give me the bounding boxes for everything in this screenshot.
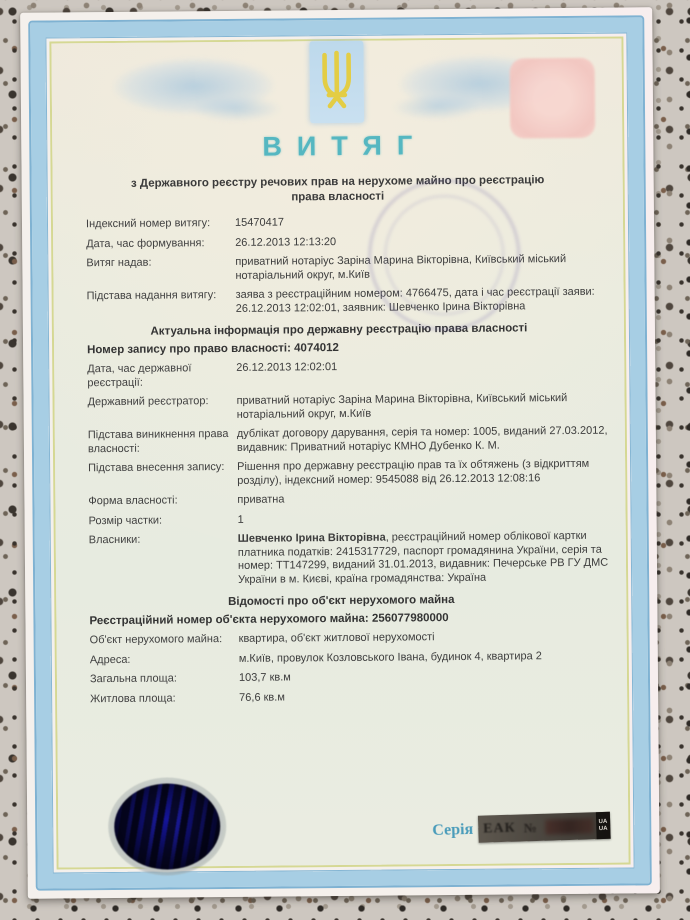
ownership-record-number: Номер запису про право власності: 4074012 [87, 342, 339, 357]
field-row [90, 649, 613, 667]
field-value: приватна [237, 493, 285, 506]
field-label: Підстава внесення запису: [88, 461, 225, 475]
series-code: ЕАК [483, 820, 517, 837]
series-number-redacted [545, 818, 593, 834]
field-row [87, 392, 610, 424]
field-label: Форма власності: [88, 494, 178, 508]
field-row [88, 491, 611, 509]
series-label: Серія [432, 820, 474, 839]
field-value: 15470417 [234, 216, 284, 229]
field-label: Адреса: [89, 653, 131, 666]
country-code: UA [598, 818, 608, 826]
field-row [90, 669, 613, 687]
ukraine-trident-icon [316, 50, 357, 114]
field-label: Розмір частки: [88, 514, 163, 527]
owner-name: Шевченко Ірина Вікторівна [237, 531, 386, 545]
field-label: Витяг надав: [86, 256, 152, 270]
country-code-block [596, 812, 611, 839]
field-value: приватний нотаріус Заріна Марина Вікторівна, Київський міський нотаріальний округ, м.Київ [235, 253, 567, 282]
field-row [86, 253, 609, 285]
owner-details: , реєстраційний номер облікової картки платника податків: 2415317729, паспорт громадянина України, серія та номер: ТТ147299, виданий 31.01.2013, видавник: Печерське РВ ГУ ДМС України в м. Києві, країна громадянства: Україна [237, 529, 609, 586]
field-value: 26.12.2013 12:02:01 [236, 361, 338, 374]
field-row [86, 214, 609, 232]
object-record-number: Реєстраційний номер об'єкта нерухомого майна: 256077980000 [89, 612, 449, 628]
field-label: Підстава виникнення права власності: [87, 427, 229, 455]
certificate-paper [20, 7, 660, 898]
field-label: Дата, час формування: [86, 236, 205, 250]
field-row [87, 286, 610, 318]
field-value: заява з реєстраційним номером: 4766475, дата і час реєстрації заяви: 26.12.2013 12:02:01, заявник: Шевченко Ірина Вікторівна [235, 285, 595, 315]
document-title: ВИТЯГ [262, 130, 428, 162]
field-row [90, 688, 613, 706]
notary-stamp-watermark [368, 178, 521, 331]
field-value: 26.12.2013 12:13:20 [235, 235, 337, 249]
section-heading-registration: Актуальна інформація про державну реєстрацію права власності [150, 322, 528, 338]
field-label: Об'єкт нерухомого майна: [89, 633, 223, 647]
field-row [90, 630, 613, 648]
object-fields [57, 630, 628, 707]
field-row [88, 458, 611, 490]
field-value: дублікат договору дарування, серія та номер: 1005, виданий 27.03.2012, видавник: Приватний нотаріус КМНО Дубенко К. М. [236, 424, 608, 454]
certificate-content [51, 39, 628, 868]
field-value: квартира, об'єкт житлової нерухомості [238, 631, 435, 645]
security-sticker [510, 58, 596, 139]
field-label: Власники: [88, 533, 141, 547]
field-value: Рішення про державну реєстрацію прав та їх обтяжень (з відкриттям розділу), індексний номер: 9545088 від 26.12.2013 12:08:16 [237, 457, 590, 487]
field-label: Підстава надання витягу: [86, 289, 217, 303]
field-value: приватний нотаріус Заріна Марина Вікторівна, Київський міський нотаріальний округ, м.Київ [236, 392, 568, 421]
field-value: м.Київ, провулок Козловського Івана, будинок 4, квартира 2 [238, 649, 542, 665]
coat-of-arms [309, 41, 364, 123]
country-code: UA [598, 825, 608, 833]
field-label: Індексний номер витягу: [85, 217, 211, 231]
field-value: 1 [237, 513, 244, 526]
field-value-owners [238, 530, 612, 587]
field-row [88, 425, 611, 457]
field-label: Загальна площа: [89, 672, 177, 686]
number-sign: № [523, 819, 538, 835]
intro-fields [53, 214, 624, 318]
field-label: Державний реєстратор: [87, 395, 209, 409]
holographic-seal [114, 783, 221, 870]
series-strip [478, 812, 611, 843]
registration-fields [54, 359, 626, 589]
field-label: Дата, час державної реєстрації: [87, 362, 192, 389]
field-label: Житлова площа: [90, 691, 176, 705]
series-row [432, 812, 611, 844]
field-row-owners [89, 530, 612, 589]
field-row [86, 233, 609, 251]
document-subtitle: з Державного реєстру речових прав на нерухоме майно про реєстрацію права власності [130, 174, 545, 203]
field-value: 103,7 кв.м [238, 671, 291, 684]
field-value: 76,6 кв.м [239, 690, 285, 704]
field-row [89, 510, 612, 528]
field-row [87, 359, 610, 391]
guilloche-ornament-left [114, 58, 274, 115]
section-heading-object: Відомості про об'єкт нерухомого майна [228, 594, 455, 608]
